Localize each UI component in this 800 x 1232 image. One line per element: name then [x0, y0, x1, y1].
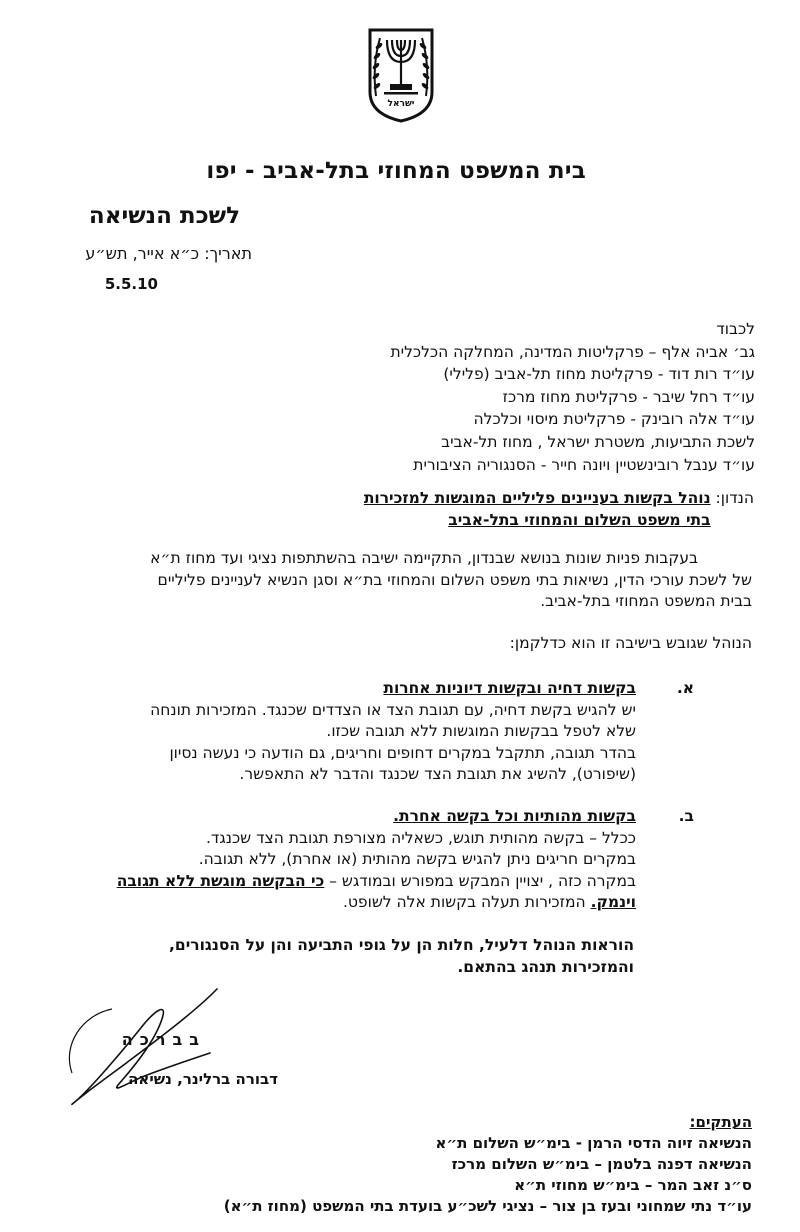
- section-line: שלא לטפל בבקשות המוגשות ללא תגובה שכזו.: [326, 722, 636, 740]
- copies-block: [224, 1112, 752, 1217]
- office-title: לשכת הנשיאה: [88, 203, 240, 229]
- intro-paragraph: [12, 548, 752, 613]
- section-line: [12, 892, 636, 914]
- section-letter: א.: [676, 679, 694, 697]
- hebrew-date: תאריך: כ״א אייר, תש״ע: [85, 244, 252, 263]
- addressee-list: [390, 318, 755, 476]
- subject-text: [364, 487, 711, 531]
- subject-line: בתי משפט השלום והמחוזי בתל-אביב: [448, 511, 711, 529]
- instruction-line: והמזכירות תנהג בהתאם.: [457, 958, 634, 976]
- document-date: 5.5.10: [104, 275, 158, 293]
- section-letter: ב.: [678, 807, 694, 825]
- instructions-block: [169, 934, 634, 978]
- procedure-lead: הנוהל שגובש בישיבה זו הוא כדלקמן:: [509, 634, 752, 652]
- intro-line: בעקבות פניות שונות בנושא שבנדון, התקיימה ישיבה בהשתתפות נציגי ועד מחוז ת״א: [150, 549, 698, 567]
- addressee-item: גב׳ אביה אלף – פרקליטות המדינה, המחלקה הכלכלית: [390, 342, 755, 361]
- section-text: במקרה כזה , יצויין המבקש במפורש ובמודגש –: [324, 871, 636, 890]
- addressee-item: עו״ד רחל שיבר - פרקליטת מחוז מרכז: [502, 387, 755, 406]
- emphasis-text: כי הבקשה מוגשת ללא תגובה: [116, 871, 325, 890]
- section-title: בקשות מהותיות וכל בקשה אחרת.: [393, 807, 636, 825]
- addressee-item: לשכת התביעות, משטרת ישראל , מחוז תל-אביב: [441, 432, 755, 451]
- subject-block: [364, 487, 754, 531]
- section-b: [12, 806, 752, 914]
- closing-regards: בברכה: [121, 1030, 206, 1049]
- section-line: בהדר תגובה, תתקבל במקרים דחופים וחריגים, גם הודעה כי נעשה נסיון: [169, 743, 636, 762]
- addressee-item: עו״ד רות דוד - פרקליטת מחוז תל-אביב (פלילי): [443, 365, 755, 384]
- copies-title: העתקים:: [689, 1113, 752, 1131]
- section-a: [12, 678, 752, 786]
- section-line: [12, 871, 636, 893]
- intro-line: של לשכת עורכי הדין, נשיאות בתי משפט השלום והמחוזי בת״א וסגן הנשיא לעניינים פליליים: [157, 570, 752, 589]
- signer-name: דבורה ברלינר, נשיאה: [128, 1070, 278, 1088]
- section-line: (שיפורט), להשיג את תגובת הצד שכנגד והדבר לא התאפשר.: [239, 765, 636, 783]
- section-line: ככלל – בקשה מהותית תוגש, כשאליה מצורפת תגובת הצד שכנגד.: [206, 828, 636, 847]
- subject-line: נוהל בקשות בעניינים פליליים המוגשות למזכירות: [363, 489, 711, 507]
- emphasis-text: וינמק.: [590, 893, 636, 911]
- handwritten-signature: [42, 985, 282, 1115]
- copy-recipient: הנשיאה זיוה הדסי הרמן - בימ״ש השלום ת״א: [435, 1134, 752, 1152]
- state-emblem-icon: [366, 26, 436, 124]
- svg-text:ישראל: ישראל: [387, 99, 415, 109]
- copy-recipient: הנשיאה דפנה בלטמן – בימ״ש השלום מרכז: [451, 1155, 752, 1173]
- copy-recipient: עו״ד נתי שמחוני ובעז בן צור – נציגי לשכ״ע בועדת בתי המשפט (מחוז ת״א): [223, 1197, 752, 1215]
- instruction-line: הוראות הנוהל דלעיל, חלות הן על גופי התביעה והן על הסנגורים,: [169, 936, 634, 954]
- court-name: בית המשפט המחוזי בתל-אביב - יפו: [206, 158, 586, 184]
- subject-label: הנדון:: [715, 489, 754, 507]
- section-line: יש להגיש בקשת דחיה, עם תגובת הצד או הצדדים שכנגד. המזכירות תונחה: [150, 700, 636, 719]
- section-title: בקשות דחיה ובקשות דיוניות אחרות: [383, 679, 636, 697]
- salutation: לכבוד: [716, 320, 755, 338]
- addressee-item: עו״ד אלה רובינק - פרקליטת מיסוי וכלכלה: [473, 410, 755, 429]
- copy-recipient: ס״נ זאב המר – בימ״ש מחוזי ת״א: [514, 1176, 752, 1194]
- section-text: המזכירות תעלה בקשות אלה לשופט.: [342, 893, 591, 911]
- section-line: במקרים חריגים ניתן להגיש בקשה מהותית (או אחרת), ללא תגובה.: [198, 850, 636, 868]
- intro-line: בבית המשפט המחוזי בתל-אביב.: [540, 592, 752, 610]
- addressee-item: עו״ד ענבל רובינשטיין ויונה חייר - הסנגוריה הציבורית: [413, 455, 755, 474]
